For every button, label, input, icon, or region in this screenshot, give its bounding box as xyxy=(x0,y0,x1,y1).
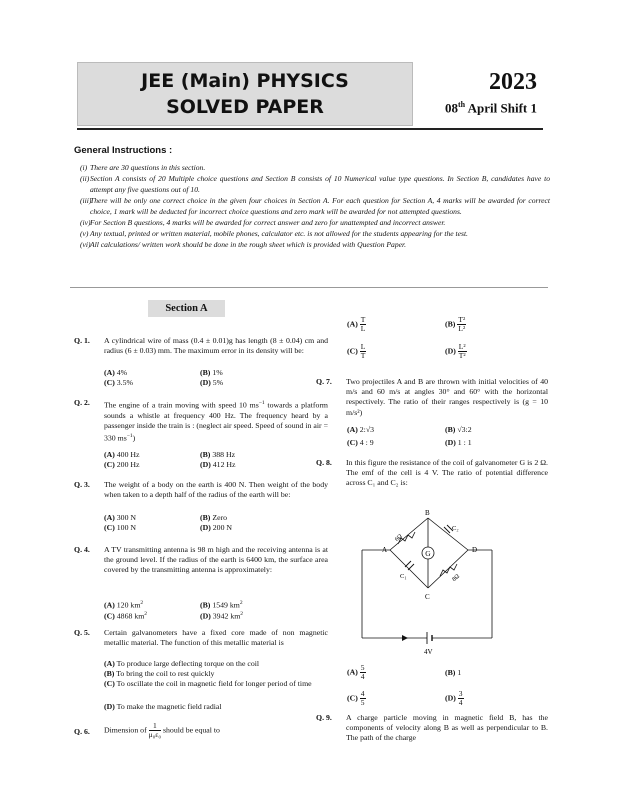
current-arrow-icon xyxy=(402,635,408,641)
shift-sup: th xyxy=(457,100,466,110)
label-c1: C₁ xyxy=(400,573,407,580)
option-b[interactable]: (B) 1 xyxy=(445,668,462,677)
capacitor-c1-icon xyxy=(405,561,414,570)
option-a[interactable]: (A) 4% xyxy=(104,368,128,377)
question-text: A TV transmitting antenna is 98 m high and the receiving antenna is at the ground level. If the radius of the earth is 6400 km, the surface area covered by the transmitting antenna is approximately: xyxy=(104,545,328,575)
instruction-item xyxy=(74,228,550,239)
question-text: Two projectiles A and B are thrown with initial velocities of 40 m/s and 60 m/s at angles 30° and 60° with the horizontal respectively. The ratio of their ranges respectively is (g = 10 m/s²) xyxy=(346,377,548,417)
wire-b-d xyxy=(428,518,468,550)
option-a[interactable]: (A) $\frac{5}{4}$ xyxy=(347,663,365,681)
option-c[interactable]: (C) $\frac{4}{5}$ xyxy=(347,689,365,707)
option-d[interactable]: (D) 1 : 1 xyxy=(445,438,472,447)
paper-header xyxy=(77,62,543,126)
label-c2: C₂ xyxy=(452,525,459,532)
wire-a-b xyxy=(390,518,428,550)
year-box xyxy=(413,62,543,126)
exam-shift xyxy=(445,95,537,118)
option-d[interactable]: (D) 5% xyxy=(200,378,224,387)
instruction-text: Any textual, printed or written material, mobile phones, calculator etc. is not allowed for the students appearing for the test. xyxy=(90,229,468,238)
question-number: Q. 6. xyxy=(74,727,90,736)
question-text: Dimension of $\frac{1}{\text{μ₀ε₀}}$ should be equal to xyxy=(104,721,220,739)
fraction: $\frac{1}{\text{μ₀ε₀}}$ xyxy=(148,721,162,739)
instruction-item xyxy=(74,217,550,228)
option-a[interactable]: (A) To produce large deflecting torque on the coil xyxy=(104,659,260,668)
option-c[interactable]: (C) To oscillate the coil in magnetic field for longer period of time xyxy=(104,679,312,688)
label-c: C xyxy=(425,593,430,601)
option-d[interactable]: (D) 412 Hz xyxy=(200,460,236,469)
title-line-1: JEE (Main) PHYSICS xyxy=(141,70,349,92)
instruction-text: Section A consists of 20 Multiple choice questions and Section B consists of 10 Numerical value type questions. In Section B, candidates have to attempt any five questions out of 10. xyxy=(90,174,550,194)
label-b: B xyxy=(425,509,430,517)
option-b[interactable]: (B) Zero xyxy=(200,513,228,522)
instruction-num: (v) xyxy=(80,229,89,238)
question-number: Q. 4. xyxy=(74,545,90,554)
shift-rest: April Shift 1 xyxy=(467,100,537,116)
instruction-text: There are 30 questions in this section. xyxy=(90,163,206,172)
option-d[interactable]: (D) To make the magnetic field radial xyxy=(104,702,222,711)
instructions-title: General Instructions : xyxy=(74,145,173,156)
instruction-text: For Section B questions, 4 marks will be awarded for correct answer and zero for unattempted and incorrect answer. xyxy=(90,218,446,227)
option-c[interactable]: (C) 4 : 9 xyxy=(347,438,374,447)
option-c[interactable]: (C) 3.5% xyxy=(104,378,134,387)
option-c[interactable]: (C) 4868 $km^2$ xyxy=(104,611,148,621)
instruction-num: (iv) xyxy=(80,218,91,227)
wire-c-d xyxy=(428,550,468,588)
title-line-2: SOLVED PAPER xyxy=(166,96,324,118)
instruction-num: (vi) xyxy=(80,240,91,249)
instruction-item xyxy=(74,195,550,217)
header-rule xyxy=(77,128,543,130)
instruction-item xyxy=(74,173,550,195)
option-d[interactable]: (D) 3942 $km^2$ xyxy=(200,611,244,621)
option-b[interactable]: (B) $\frac{\text{T²}}{\text{L²}}$ xyxy=(445,315,466,333)
question-number: Q. 2. xyxy=(74,398,90,407)
question-7 xyxy=(316,377,548,417)
question-number: Q. 9. xyxy=(316,713,332,722)
label-emf: 4V xyxy=(424,648,433,656)
option-c[interactable]: (C) 200 Hz xyxy=(104,460,140,469)
instruction-num: (i) xyxy=(80,163,88,172)
question-number: Q. 5. xyxy=(74,628,90,637)
label-galvanometer: G xyxy=(425,549,431,558)
question-2 xyxy=(74,398,328,458)
question-9 xyxy=(316,713,548,747)
general-instructions xyxy=(74,145,550,250)
option-d[interactable]: (D) $\frac{\text{L²}}{\text{T²}}$ xyxy=(445,342,466,360)
label-8-ohm: 8Ω xyxy=(451,573,461,583)
option-b[interactable]: (B) To bring the coil to rest quickly xyxy=(104,669,215,678)
title-box xyxy=(77,62,413,126)
option-b[interactable]: (B) 388 Hz xyxy=(200,450,236,459)
shift-day: 08 xyxy=(444,100,458,116)
option-b[interactable]: (B) √3:2 xyxy=(445,425,472,434)
question-number: Q. 7. xyxy=(316,377,332,386)
question-5 xyxy=(74,628,328,660)
instruction-text: All calculations/ written work should be done in the rough sheet which is provided with Question Paper. xyxy=(90,240,407,249)
question-text: The engine of a train moving with speed 10 $ms^{-1}$ towards a platform sounds a whistle at frequency 400 Hz. The frequency heard by a passenger inside the train is : (neglect air speed. Speed of sound in air = 330 $ms^{-1}$) xyxy=(104,400,329,443)
question-text: A cylindrical wire of mass (0.4 ± 0.01)g has length (8 ± 0.04) cm and radius (6 ± 0.03) mm. The maximum error in its density will be: xyxy=(104,336,328,356)
instruction-num: (ii) xyxy=(80,174,90,183)
section-label: Section A xyxy=(148,300,225,317)
option-c[interactable]: (C) 100 N xyxy=(104,523,137,532)
instruction-item xyxy=(74,239,550,250)
instruction-text: There will be only one correct choice in the given four choices in Section A. For each question for Section A, 4 marks will be awarded for correct choice, 1 mark will be deducted for incorrect choice questions and zero mark will be awarded for not attempted questions. xyxy=(90,196,550,216)
label-a: A xyxy=(382,546,388,554)
question-text: A charge particle moving in magnetic field B, has the components of velocity along B as well as perpendicular to B. The path of the charge xyxy=(346,713,548,743)
option-a[interactable]: (A) 300 N xyxy=(104,513,137,522)
exam-year: 2023 xyxy=(489,69,537,96)
option-a[interactable]: (A) 400 Hz xyxy=(104,450,140,459)
option-d[interactable]: (D) 200 N xyxy=(200,523,233,532)
question-text: The weight of a body on the earth is 400 N. Then weight of the body when taken to a depth half of the radius of the earth will be: xyxy=(104,480,328,500)
option-b[interactable]: (B) 1549 $km^2$ xyxy=(200,600,243,610)
option-a[interactable]: (A) $\frac{T}{L}$ xyxy=(347,315,366,333)
question-text: In this figure the resistance of the coil of galvanometer G is 2 Ω. The emf of the cell is 4 V. The ratio of potential difference across C₁ and C₂ is: xyxy=(346,458,548,488)
option-c[interactable]: (C) $\frac{L}{T}$ xyxy=(347,342,366,360)
question-number: Q. 8. xyxy=(316,458,332,467)
option-d[interactable]: (D) $\frac{3}{4}$ xyxy=(445,689,463,707)
option-a[interactable]: (A) 120 $km^2$ xyxy=(104,600,144,610)
label-6-ohm: 6Ω xyxy=(394,533,404,543)
instruction-num: (iii) xyxy=(80,196,92,205)
section-rule xyxy=(70,287,548,288)
question-text: Certain galvanometers have a fixed core made of non magnetic metallic material. The function of this metallic material is xyxy=(104,628,328,648)
circuit-diagram xyxy=(352,508,532,658)
label-d: D xyxy=(472,546,478,554)
question-8 xyxy=(316,458,548,492)
question-number: Q. 1. xyxy=(74,336,90,345)
question-6 xyxy=(74,722,328,746)
question-3 xyxy=(74,480,328,514)
question-4 xyxy=(74,545,328,597)
option-a[interactable]: (A) 2:√3 xyxy=(347,425,375,434)
option-b[interactable]: (B) 1% xyxy=(200,368,223,377)
instruction-item xyxy=(74,162,550,173)
question-number: Q. 3. xyxy=(74,480,90,489)
